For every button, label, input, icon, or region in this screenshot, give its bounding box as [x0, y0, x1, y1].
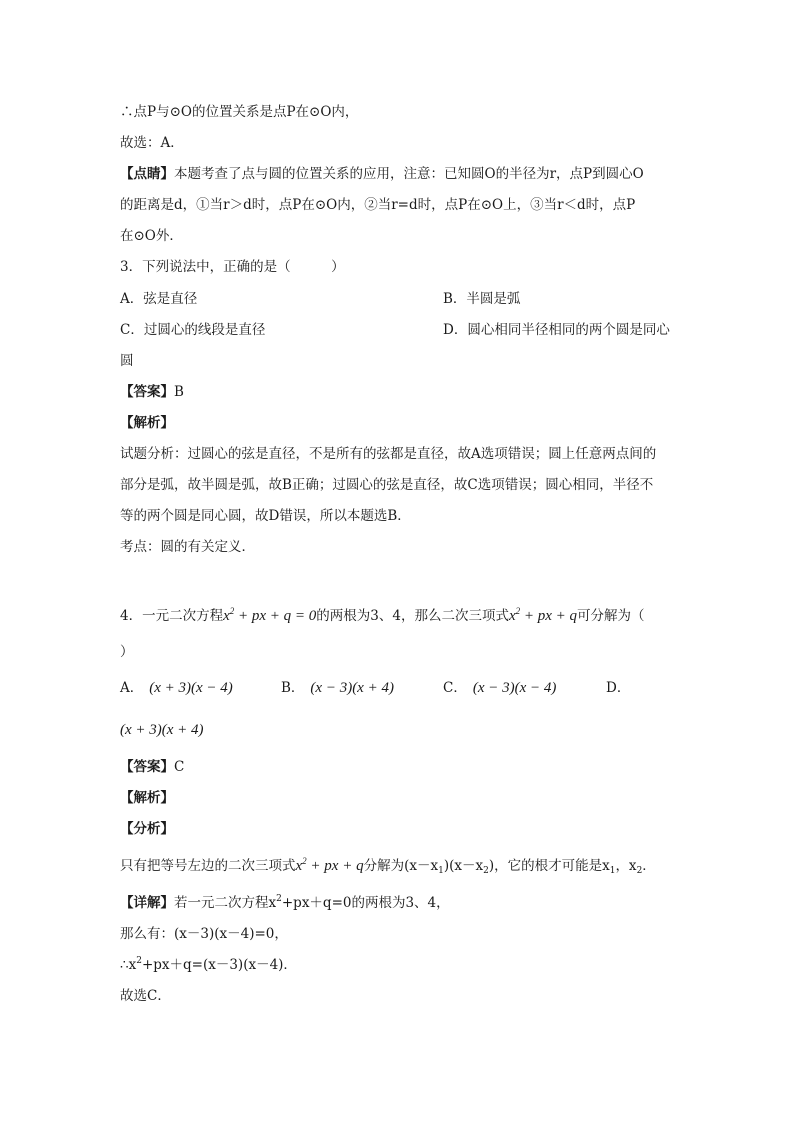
q4-stem-part-1: 4．一元二次方程: [120, 608, 224, 624]
q3-analysis-line-1: 试题分析：过圆心的弦是直径，不是所有的弦都是直径，故A选项错误；圆上任意两点间的: [120, 446, 657, 462]
eq-rest: + px + q: [306, 858, 364, 874]
q4-fenxi-tag: 【分析】: [120, 821, 174, 837]
eq-var: x: [508, 608, 516, 624]
eq-rest: + px + q = 0: [234, 608, 317, 624]
detail-text: +px＋q=(x－3)(x－4)．: [141, 957, 297, 973]
q4-detail-line-2: 那么有：(x－3)(x－4)=0，: [120, 926, 288, 942]
q4-fenxi-line: [120, 857, 656, 875]
q3-option-b: B．半圆是弧: [443, 291, 521, 307]
tip-line-2: 的距离是d，①当r＞d时，点P在⊙O内，②当r=d时，点P在⊙O上，③当r＜d时，点P: [120, 197, 636, 213]
tip-tag: 【点睛】: [120, 166, 174, 182]
q4-stem: [120, 607, 645, 625]
q3-stem: 3．下列说法中，正确的是（ ）: [120, 259, 345, 275]
answer-tag: 【答案】: [120, 759, 174, 775]
q3-option-a: A．弦是直径: [120, 291, 198, 307]
q4-stem-part-3: 可分解为（: [577, 608, 645, 624]
eq-var: x: [295, 858, 303, 874]
subscript: 1: [438, 866, 444, 876]
answer-value: B: [174, 384, 184, 400]
option-expr: (x − 3)(x + 4): [310, 680, 394, 696]
q3-analysis-line-2: 部分是弧，故半圆是弧，故B正确；过圆心的弦是直径，故C选项错误；圆心相同，半径不: [120, 477, 654, 493]
option-label: C．: [443, 680, 467, 696]
eq-exponent: 2: [229, 606, 235, 616]
option-label: A．: [120, 680, 144, 696]
q4-analysis-tag: 【解析】: [120, 790, 174, 806]
detail-text: ∴x: [120, 957, 137, 973]
option-expr: (x − 3)(x − 4): [472, 680, 557, 696]
q4-option-b: [281, 679, 394, 697]
fenxi-text: )，它的根才可能是x: [488, 858, 610, 874]
detail-text: +px＋q=0的两根为3、4，: [281, 895, 450, 911]
choice-line: 故选：A．: [120, 135, 184, 151]
q4-equation: [223, 608, 316, 624]
q3-option-d-cont: 圆: [120, 353, 134, 369]
q4-option-d: (x + 3)(x + 4): [120, 722, 204, 738]
q4-answer: [120, 758, 184, 776]
q3-answer: [120, 383, 184, 401]
q3-option-c: C．过圆心的线段是直径: [120, 322, 266, 338]
tip-line-3: 在⊙O外．: [120, 228, 183, 244]
tip-line: [120, 165, 644, 183]
subscript: 1: [609, 866, 616, 876]
answer-value: C: [174, 759, 185, 775]
fenxi-text: 只有把等号左边的二次三项式: [120, 858, 296, 874]
eq-exponent: 2: [302, 856, 307, 866]
eq-var: x: [223, 608, 230, 624]
fenxi-text: ，x: [615, 858, 637, 874]
option-label: B．: [281, 680, 305, 696]
subscript: 2: [483, 866, 489, 876]
option-expr: (x + 3)(x − 4): [149, 680, 233, 696]
q3-option-d: D．圆心相同半径相同的两个圆是同心: [443, 322, 670, 338]
q4-trinomial: [509, 608, 577, 624]
q3-analysis-line-3: 等的两个圆是同心圆，故D错误，所以本题选B．: [120, 508, 411, 524]
exponent: 2: [276, 894, 282, 904]
q4-detail-line-3: [120, 956, 297, 974]
exponent: 2: [136, 956, 142, 966]
detail-tag: 【详解】: [120, 895, 174, 911]
answer-tag: 【答案】: [120, 384, 174, 400]
subscript: 2: [636, 866, 643, 876]
eq-exponent: 2: [515, 606, 521, 616]
q4-option-d-label: D．: [606, 680, 631, 696]
fenxi-text: 分解为(x－x: [363, 858, 439, 874]
fenxi-text: )(x－x: [443, 858, 484, 874]
q4-stem-part-2: 的两根为3、4，那么二次三项式: [316, 608, 509, 624]
q3-kaodian: 考点：圆的有关定义．: [120, 539, 255, 555]
q4-option-a: [120, 679, 233, 697]
detail-text: 若一元二次方程x: [174, 895, 277, 911]
fenxi-trinomial: [296, 858, 364, 874]
q4-option-c: [443, 679, 556, 697]
eq-rest: + px + q: [520, 608, 578, 624]
tip-text: 本题考查了点与圆的位置关系的应用，注意：已知圆O的半径为r，点P到圆心O: [174, 166, 644, 182]
q4-detail-line-4: 故选C．: [120, 988, 171, 1004]
q4-stem-cont: ）: [120, 644, 134, 660]
fenxi-text: ．: [642, 858, 656, 874]
q3-analysis-tag: 【解析】: [120, 415, 174, 431]
q4-detail-line-1: [120, 894, 450, 912]
conclusion-line: ∴点P与⊙O的位置关系是点P在⊙O内，: [120, 104, 359, 120]
